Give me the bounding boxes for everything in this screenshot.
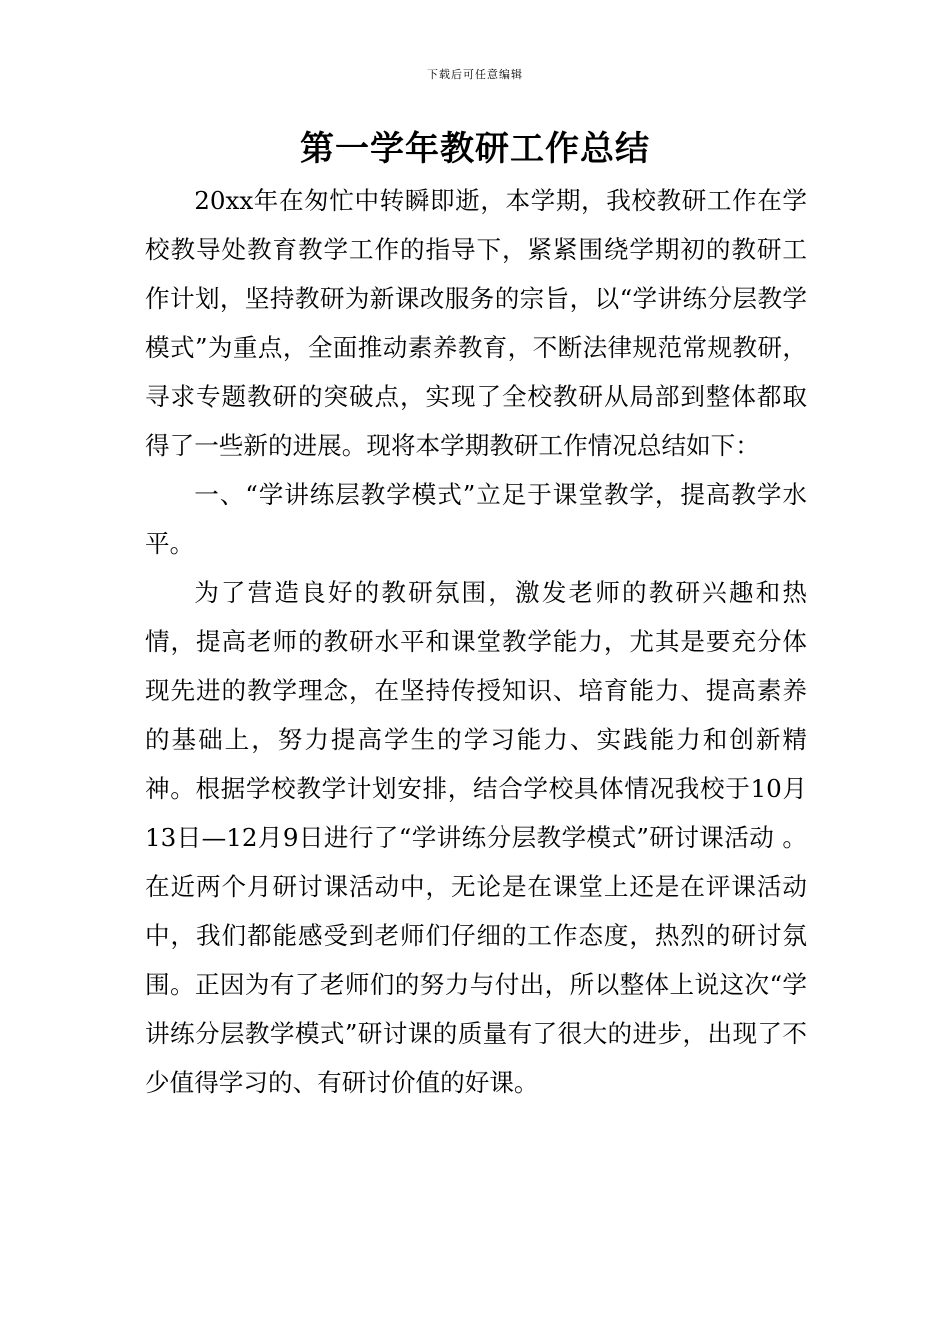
paragraph-intro: 20xx年在匆忙中转瞬即逝，本学期，我校教研工作在学校教导处教育教学工作的指导下，紧紧围绕学期初的教研工作计划，坚持教研为新课改服务的宗旨，以“学讲练分层教学模式”为重点，全面推动素养教育，不断法律规范常规教研，寻求专题教研的突破点，实现了全校教研从局部到整体都取得了一些新的进展。现将本学期教研工作情况总结如下： (145, 186, 807, 460)
header-note: 下载后可任意编辑 (427, 68, 523, 81)
paragraph-details: 为了营造良好的教研氛围，激发老师的教研兴趣和热情，提高老师的教研水平和课堂教学能力，尤其是要充分体现先进的教学理念，在坚持传授知识、培育能力、提高素养的基础上，努力提高学生的学习能力、实践能力和创新精神。根据学校教学计划安排，结合学校具体情况我校于10月13日—12月9日进行了“学讲练分层教学模式”研讨课活动 。在近两个月研讨课活动中，无论是在课堂上还是在评课活动中，我们都能感受到老师们仔细的工作态度，热烈的研讨氛围。正因为有了老师们的努力与付出，所以整体上说这次“学讲练分层教学模式”研讨课的质量有了很大的进步，出现了不少值得学习的、有研讨价值的好课。 (145, 578, 807, 1097)
paragraph-section-heading: 一、“学讲练层教学模式”立足于课堂教学，提高教学水平。 (145, 480, 807, 558)
document-body (145, 176, 807, 1107)
document-title: 第一学年教研工作总结 (300, 129, 650, 169)
